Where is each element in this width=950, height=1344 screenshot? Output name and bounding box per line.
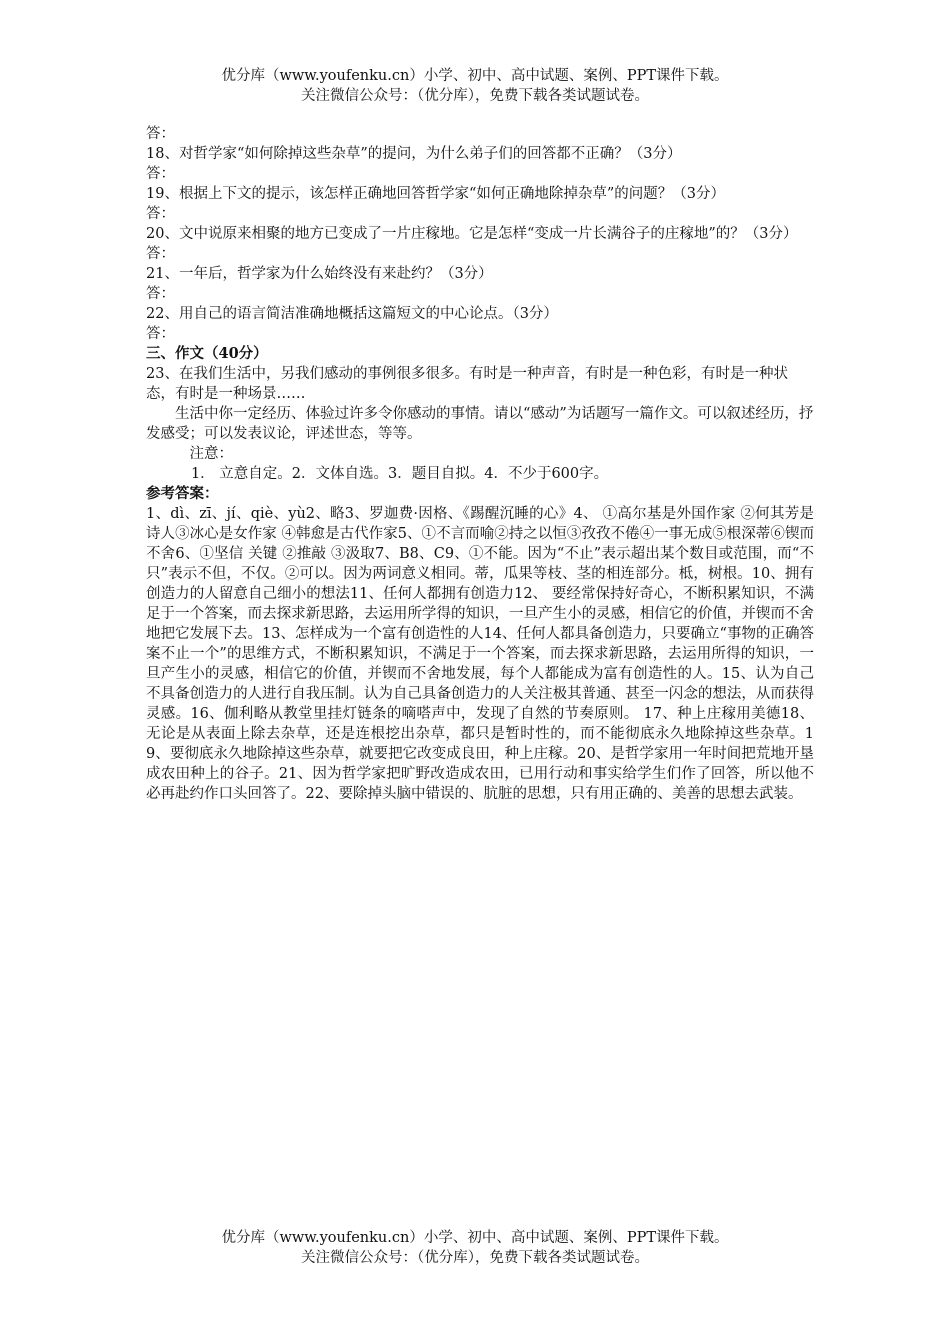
answer-blank-20: 答： xyxy=(146,246,175,262)
answer-blank-18: 答： xyxy=(146,166,175,182)
question-20: 20、文中说原来相聚的地方已变成了一片庄稼地。它是怎样“变成一片长满谷子的庄稼地”的？（3分） xyxy=(146,226,798,242)
header-line-1: 优分库（www.youfenku.cn）小学、初中、高中试题、案例、PPT课件下载。 xyxy=(221,68,729,84)
composition-note-label: 注意： xyxy=(189,446,233,462)
page-header xyxy=(0,66,950,106)
answer-blank-22: 答： xyxy=(146,326,175,342)
footer-line-2: 关注微信公众号：（优分库），免费下载各类试题试卷。 xyxy=(301,1250,649,1266)
answer-blank-19: 答： xyxy=(146,206,175,222)
composition-notes: 1． 立意自定。2．文体自选。3．题目自拟。4．不少于600字。 xyxy=(190,466,609,482)
question-21: 21、一年后，哲学家为什么始终没有来赴约？（3分） xyxy=(146,266,493,282)
document-body xyxy=(146,124,814,804)
question-23: 23、在我们生活中，另我们感动的事例很多很多。有时是一种声音，有时是一种色彩，有时是一种状态，有时是一种场景…… xyxy=(146,366,788,402)
page-footer xyxy=(0,1228,950,1268)
answer-blank-17: 答： xyxy=(146,126,175,142)
answer-key-title: 参考答案： xyxy=(146,485,219,502)
answer-blank-21: 答： xyxy=(146,286,175,302)
header-line-2: 关注微信公众号：（优分库），免费下载各类试题试卷。 xyxy=(301,88,649,104)
question-19: 19、根据上下文的提示，该怎样正确地回答哲学家“如何正确地除掉杂草”的问题？（3分） xyxy=(146,186,725,202)
composition-section-title: 三、作文（40分） xyxy=(146,345,268,362)
footer-line-1: 优分库（www.youfenku.cn）小学、初中、高中试题、案例、PPT课件下载。 xyxy=(221,1230,729,1246)
question-22: 22、用自己的语言简洁准确地概括这篇短文的中心论点。（3分） xyxy=(146,306,558,322)
answer-key-text: 1、dì、zī、jí、qiè、yù2、略3、罗迦费·因格、《踢醒沉睡的心》4、 ①高尔基是外国作家 ②何其芳是诗人③冰心是女作家 ④韩愈是古代作家5、①不言而喻②持之以恒③孜孜不倦④一事无成⑤根深蒂⑥锲而不舍6、①坚信 关键 ②推敲 ③汲取7、B8、C9、①不能。因为“不止”表示超出某个数目或范围，而“不只”表示不但，不仅。②可以。因为两词意义相同。蒂，瓜果等枝、茎的相连部分。柢，树根。10、拥有创造力的人留意自己细小的想法11、任何人都拥有创造力12、 要经常保持好奇心，不断积累知识，不满足于一个答案，而去探求新思路，去运用所学得的知识，一旦产生小的灵感，相信它的价值，并锲而不舍地把它发展下去。13、怎样成为一个富有创造性的人14、任何人都具备创造力，只要确立“事物的正确答案不止一个”的思维方式，不断积累知识，不满足于一个答案，而去探求新思路，去运用所得的知识，一旦产生小的灵感，相信它的价值，并锲而不舍地发展，每个人都能成为富有创造性的人。15、认为自己不具备创造力的人进行自我压制。认为自己具备创造力的人关注极其普通、甚至一闪念的想法，从而获得灵感。16、伽利略从教堂里挂灯链条的嘀嗒声中，发现了自然的节奏原则。 17、种上庄稼用美德18、无论是从表面上除去杂草，还是连根挖出杂草，都只是暂时性的，而不能彻底永久地除掉这些杂草。19、要彻底永久地除掉这些杂草，就要把它改变成良田，种上庄稼。20、是哲学家用一年时间把荒地开垦成农田种上的谷子。21、因为哲学家把旷野改造成农田，已用行动和事实给学生们作了回答，所以他不必再赴约作口头回答了。22、要除掉头脑中错误的、肮脏的思想，只有用正确的、美善的思想去武装。 xyxy=(146,506,814,802)
composition-prompt: 生活中你一定经历、体验过许多令你感动的事情。请以“感动”为话题写一篇作文。可以叙述经历，抒发感受；可以发表议论，评述世态，等等。 xyxy=(146,406,814,442)
question-18: 18、对哲学家“如何除掉这些杂草”的提问，为什么弟子们的回答都不正确？（3分） xyxy=(146,146,682,162)
